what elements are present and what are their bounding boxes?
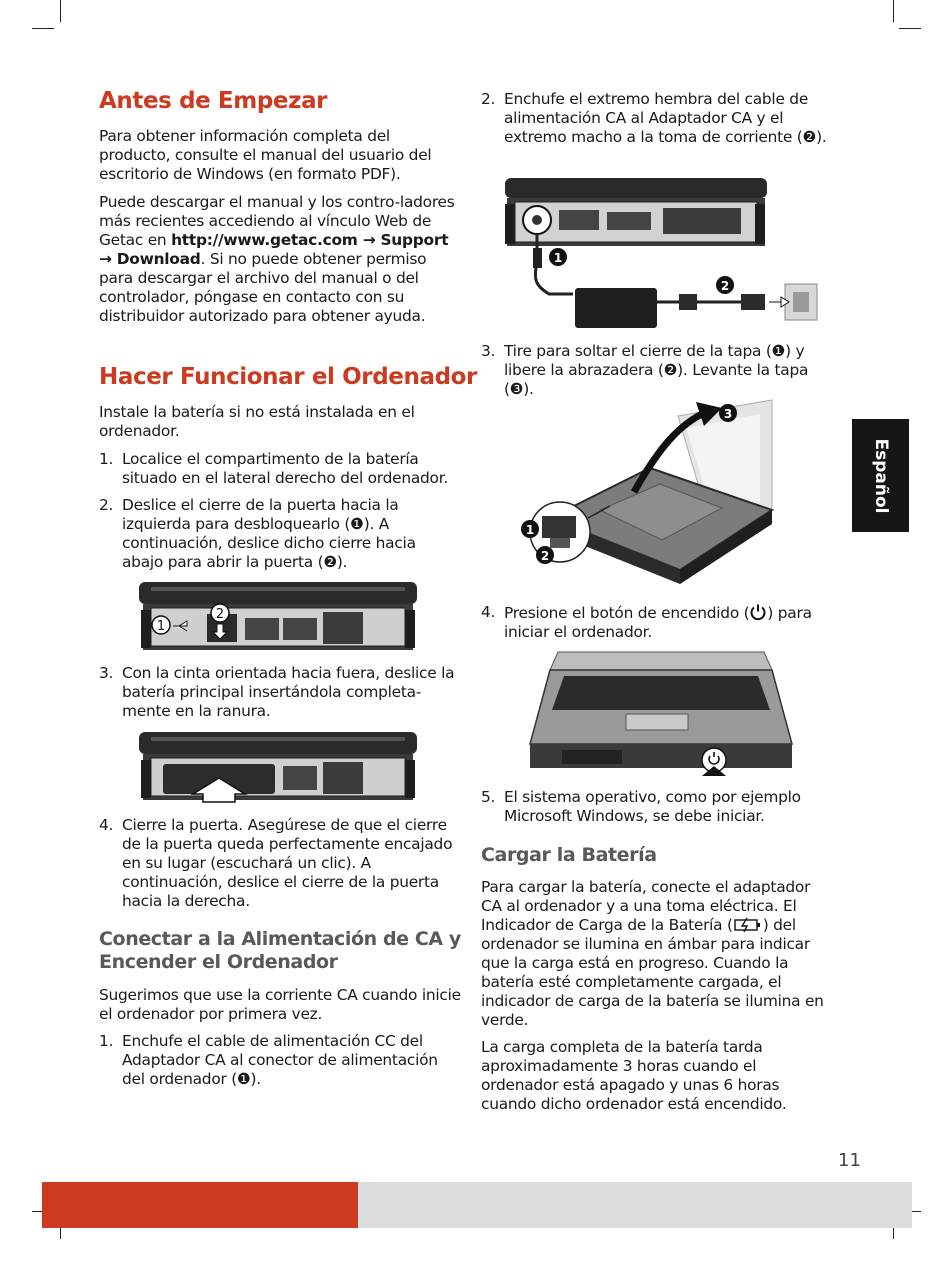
heading-hacer-funcionar: Hacer Funcionar el Ordenador: [99, 364, 477, 390]
language-tab: [852, 419, 909, 532]
list-text: [504, 603, 829, 642]
list-item: [481, 90, 831, 170]
cargar-text-a: Para cargar la batería, conecte el adaptador CA al ordenador y a una toma eléctrica. El Indicador de Carga de la Batería (: [481, 878, 811, 934]
list-item: [99, 496, 464, 576]
paragraph-download-info: [99, 193, 464, 326]
power-text-a: Presione el botón de encendido (: [504, 604, 750, 622]
callout-1: 1: [525, 523, 535, 537]
list-number: 5.: [481, 788, 496, 806]
list-text: Enchufe el extremo hembra del cable de alimentación CA al Adaptador CA y el extremo macho a la toma de corriente (❷).: [504, 90, 827, 146]
heading-cargar-bateria: Cargar la Batería: [481, 844, 657, 866]
list-number: 2.: [99, 496, 114, 514]
crop-mark: [893, 0, 894, 22]
figure-power-button: [522, 648, 798, 776]
figure-battery-door-unlock: [137, 580, 419, 654]
callout-2: 2: [720, 279, 730, 293]
list-number: 1.: [99, 450, 114, 468]
list-number: 4.: [99, 816, 114, 834]
paragraph-install-battery: Instale la batería si no está instalada en el ordenador.: [99, 403, 415, 440]
list-number: 3.: [481, 342, 496, 360]
figure-open-lid: [510, 398, 780, 590]
list-text: Enchufe el cable de alimentación CC del Adaptador CA al conector de alimentación del ordenador (❶).: [122, 1032, 438, 1088]
paragraph-cargar-2: La carga completa de la batería tarda aproximadamente 3 horas cuando el ordenador está apagado y unas 6 horas cuando dicho ordenador está encendido.: [481, 1038, 787, 1113]
paragraph-manual-info: Para obtener información completa del producto, consulte el manual del usuario del escritorio de Windows (en formato PDF).: [99, 127, 432, 183]
callout-1: 1: [156, 619, 166, 634]
list-item: [99, 450, 464, 490]
list-text: Tire para soltar el cierre de la tapa (❶) y libere la abrazadera (❷). Levante la tapa (❸).: [504, 342, 809, 398]
paragraph-cargar-1: [481, 878, 833, 1030]
paragraph-conectar: Sugerimos que use la corriente CA cuando inicie el ordenador por primera vez.: [99, 986, 461, 1023]
callout-2: 2: [540, 549, 550, 563]
list-item: [99, 664, 464, 724]
cargar-text-b: ) del ordenador se ilumina en ámbar para indicar que la carga está en progreso. Cuando la batería esté completamente cargada, el indicador de carga de la batería se ilumina en verde.: [481, 916, 824, 1029]
heading-antes-de-empezar: Antes de Empezar: [99, 88, 328, 114]
power-text-b: ) para iniciar el ordenador.: [504, 604, 812, 641]
heading-conectar-ca: Conectar a la Alimentación de CA y Encender el Ordenador: [99, 928, 461, 973]
list-text: Con la cinta orientada hacia fuera, deslice la batería principal insertándola completa-mente en la ranura.: [122, 664, 455, 720]
callout-3: 3: [723, 407, 733, 421]
footer-bar-red: [42, 1182, 358, 1228]
callout-1: 1: [553, 251, 563, 265]
list-item: [99, 816, 464, 916]
figure-ac-adapter: [503, 176, 821, 334]
list-item: [481, 603, 831, 643]
battery-charge-icon: [733, 917, 763, 933]
list-text: Localice el compartimento de la batería situado en el lateral derecho del ordenador.: [122, 450, 448, 487]
list-item: [481, 342, 831, 402]
callout-2: 2: [215, 607, 225, 622]
crop-mark: [32, 28, 54, 29]
list-item: [481, 788, 831, 828]
figure-battery-insert: [137, 730, 419, 804]
language-tab-label: Español: [870, 438, 891, 513]
list-item: [99, 1032, 464, 1092]
list-number: 4.: [481, 603, 496, 621]
crop-mark: [60, 0, 61, 22]
download-link[interactable]: http://www.getac.com → Support → Download: [99, 231, 449, 268]
page-number: 11: [838, 1150, 861, 1171]
list-number: 3.: [99, 664, 114, 682]
power-icon: [749, 603, 767, 621]
list-number: 1.: [99, 1032, 114, 1050]
list-text: Cierre la puerta. Asegúrese de que el cierre de la puerta queda perfectamente encajado en su lugar (escuchará un clic). A continuación, deslice el cierre de la puerta hacia la derecha.: [122, 816, 453, 910]
download-text-b: . Si no puede obtener permiso para descargar el archivo del manual o del controlador, póngase en contacto con su distribuidor autorizado para obtener ayuda.: [99, 250, 427, 325]
download-text-a: Puede descargar el manual y los contro-ladores más recientes accediendo al vínculo Web de Getac en: [99, 193, 455, 249]
list-number: 2.: [481, 90, 496, 108]
crop-mark: [899, 28, 921, 29]
footer-bar-gray: [358, 1182, 912, 1228]
list-text: El sistema operativo, como por ejemplo Microsoft Windows, se debe iniciar.: [504, 788, 801, 825]
list-text: Deslice el cierre de la puerta hacia la izquierda para desbloquearlo (❶). A continuación, deslice dicho cierre hacia abajo para abrir la puerta (❷).: [122, 496, 416, 571]
